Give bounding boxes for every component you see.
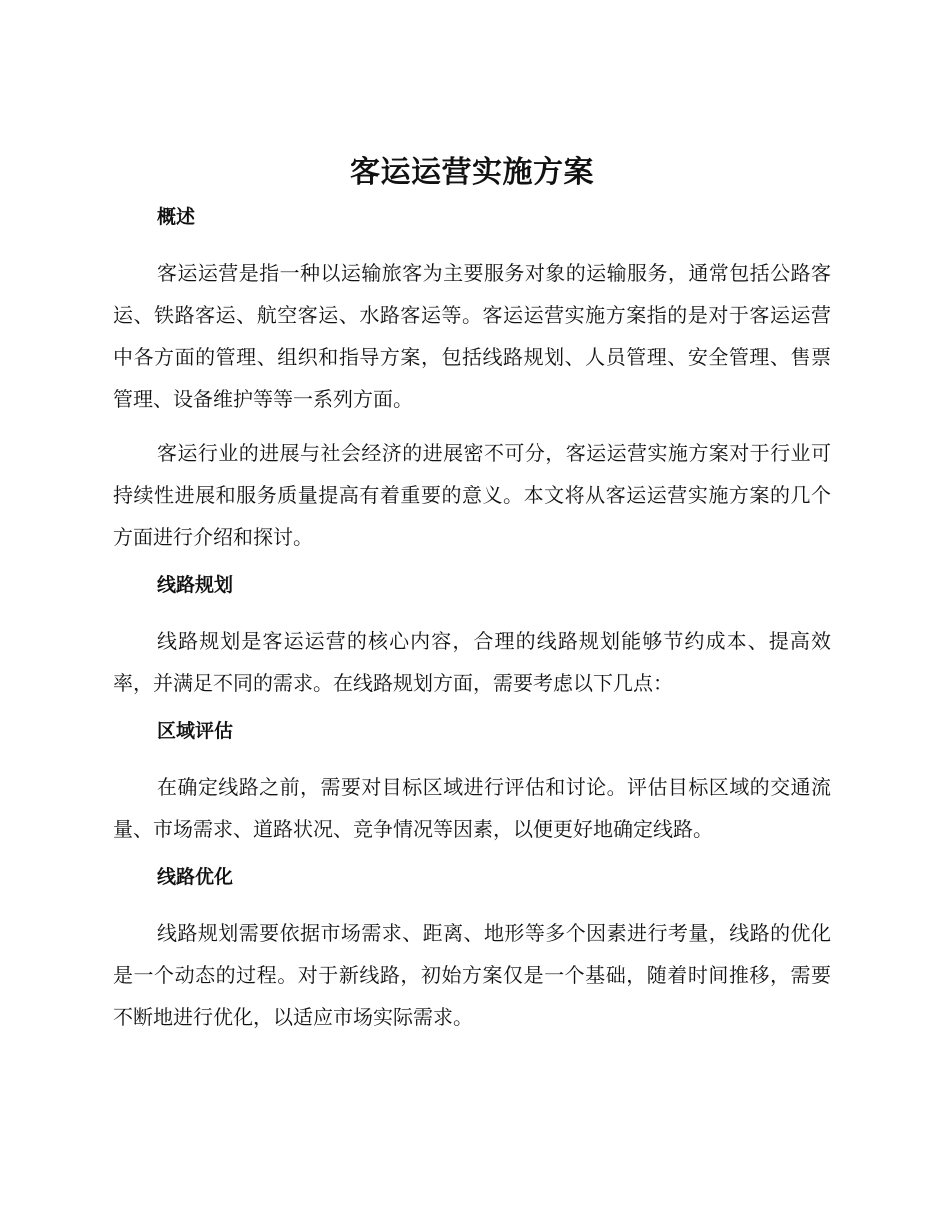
- paragraph-route-optimization: 线路规划需要依据市场需求、距离、地形等多个因素进行考量，线路的优化是一个动态的过程。对于新线路，初始方案仅是一个基础，随着时间推移，需要不断地进行优化，以适应市场实际需求。: [113, 921, 831, 1029]
- document-body: [113, 148, 831, 1050]
- section-heading-route-optimization: 线路优化: [157, 866, 234, 888]
- section-heading-route-planning: 线路规划: [157, 574, 234, 596]
- document-title: 客运运营实施方案: [350, 155, 594, 190]
- paragraph-route-planning: 线路规划是客运运营的核心内容，合理的线路规划能够节约成本、提高效率，并满足不同的需求。在线路规划方面，需要考虑以下几点：: [113, 629, 831, 695]
- section-heading-overview: 概述: [157, 206, 196, 228]
- paragraph-overview-2: 客运行业的进展与社会经济的进展密不可分，客运运营实施方案对于行业可持续性进展和服务质量提高有着重要的意义。本文将从客运运营实施方案的几个方面进行介绍和探讨。: [113, 441, 831, 549]
- paragraph-area-assessment: 在确定线路之前，需要对目标区域进行评估和讨论。评估目标区域的交通流量、市场需求、道路状况、竞争情况等因素，以便更好地确定线路。: [113, 775, 831, 841]
- paragraph-overview-1: 客运运营是指一种以运输旅客为主要服务对象的运输服务，通常包括公路客运、铁路客运、航空客运、水路客运等。客运运营实施方案指的是对于客运运营中各方面的管理、组织和指导方案，包括线路规划、人员管理、安全管理、售票管理、设备维护等等一系列方面。: [113, 261, 831, 411]
- section-heading-area-assessment: 区域评估: [157, 720, 234, 742]
